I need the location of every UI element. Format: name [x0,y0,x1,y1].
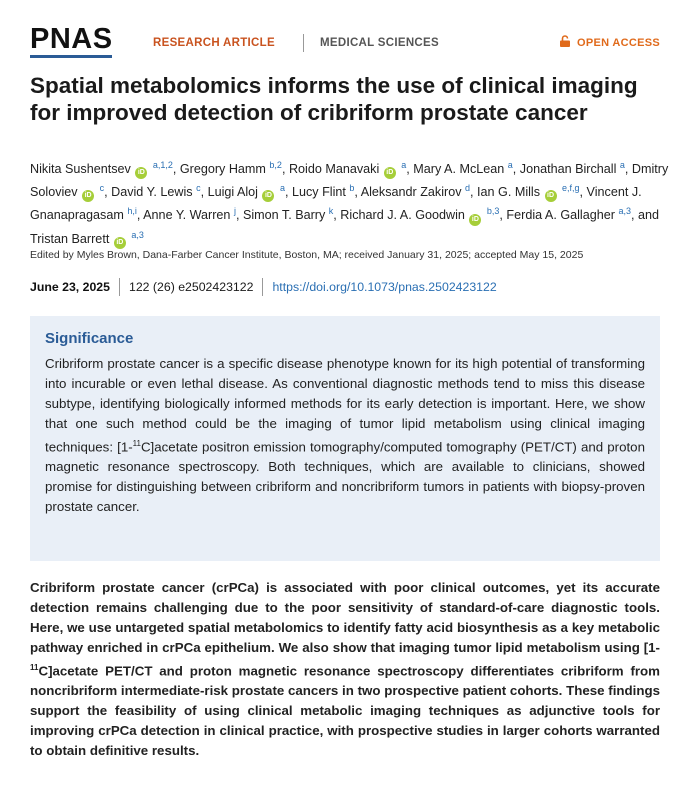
author-affiliation[interactable]: b [349,183,355,194]
orcid-icon[interactable]: iD [384,167,396,179]
author-separator: , [470,185,478,200]
author-separator: , [136,208,144,223]
author-affiliation[interactable]: h,i [127,206,137,217]
author-name[interactable]: Vincent J. Gnanapragasam [30,185,642,223]
author-name[interactable]: Dmitry Soloviev [30,162,669,200]
orcid-icon[interactable]: iD [114,237,126,249]
author-separator: , [354,185,361,200]
author-separator: , [235,208,243,223]
author-name[interactable]: Mary A. McLean [413,162,505,177]
author-separator: , [499,208,507,223]
orcid-icon[interactable]: iD [545,190,557,202]
pub-divider [262,278,263,296]
author-affiliation[interactable]: d [465,183,471,194]
author-affiliation[interactable]: c [196,183,201,194]
section-label[interactable]: MEDICAL SCIENCES [320,37,439,49]
unlock-icon [559,35,571,50]
pub-divider [119,278,120,296]
significance-box [30,316,660,561]
author-name[interactable]: David Y. Lewis [111,185,193,200]
citation: 122 (26) e2502423122 [128,280,254,294]
author-affiliation[interactable]: b,2 [269,160,282,170]
article-title: Spatial metabolomics informs the use of clinical imaging for improved detection of cribriform prostate cancer [30,73,638,125]
author-affiliation[interactable]: e,f,g [562,183,580,194]
author-name[interactable]: Luigi Aloj [207,185,258,200]
author-name[interactable]: Tristan Barrett [30,231,110,246]
publication-info [30,276,497,298]
author-separator: , [281,162,289,177]
header-divider [303,34,304,52]
author-name[interactable]: Lucy Flint [292,185,346,200]
edited-by-line: Edited by Myles Brown, Dana-Farber Cancer Institute, Boston, MA; received January 31, 2025; accepted May 15, 2025 [30,249,584,261]
orcid-icon[interactable]: iD [82,190,94,202]
author-separator: , [406,162,414,177]
logo-underline [30,55,112,58]
author-separator: , and [630,208,659,223]
author-name[interactable]: Richard J. A. Goodwin [340,208,465,223]
author-separator: , [624,162,632,177]
author-affiliation[interactable]: c [99,183,105,194]
author-separator: , [512,162,520,177]
author-separator: , [172,162,180,177]
article-header [30,24,663,58]
article-type-label[interactable]: RESEARCH ARTICLE [153,37,275,49]
author-list [30,156,670,249]
open-access-badge [559,35,660,50]
author-name[interactable]: Ferdia A. Gallagher [506,208,615,223]
author-name[interactable]: Aleksandr Zakirov [360,185,462,200]
author-separator: , [579,185,587,200]
author-affiliation[interactable]: a [507,160,513,170]
doi-link[interactable]: https://doi.org/10.1073/pnas.2502423122 [272,280,497,294]
author-affiliation[interactable]: a [279,183,285,194]
orcid-icon[interactable]: iD [262,190,274,202]
author-separator: , [200,185,208,200]
author-name[interactable]: Jonathan Birchall [519,162,617,177]
author-affiliation[interactable]: a [401,160,407,170]
author-name[interactable]: Ian G. Mills [477,185,541,200]
author-affiliation[interactable]: a,3 [618,206,631,217]
author-affiliation[interactable]: k [328,206,334,217]
orcid-icon[interactable]: iD [469,214,481,226]
author-name[interactable]: Roido Manavaki [288,162,380,177]
abstract-text: Cribriform prostate cancer (crPCa) is associated with poor clinical outcomes, yet its accurate detection remains challenging due to the poor sensitivity of standard-of-care diagnostic tools. Here, we use untargeted spatial metabolomics to identify fatty acid biosynthesis as a key metabolic pathway enriched in crPCa epithelium. We also show that imaging tumor lipid metabolism using [1-$^{11}$C]acetate PET/CT and proton magnetic resonance spectroscopy differentiates cribriform from noncribriform intermediate-risk prostate cancers in two prospective patient cohorts. These findings support the feasibility of using clinical metabolic imaging techniques as adjunctive tools for improving crPCa detection in clinical practice, with prospective studies in larger cohorts warranted to obtain definitive results. [30,580,660,759]
author-separator: , [333,208,341,223]
author-affiliation[interactable]: a,1,2 [152,160,173,170]
journal-logo[interactable]: PNAS [30,23,113,55]
author-name[interactable]: Nikita Sushentsev [30,162,131,177]
author-affiliation[interactable]: a,3 [131,229,144,240]
author-separator: , [104,185,112,200]
publication-date: June 23, 2025 [30,280,110,294]
author-name[interactable]: Gregory Hamm [179,162,266,177]
author-separator: , [285,185,292,200]
significance-title: Significance [45,330,134,347]
significance-text: Cribriform prostate cancer is a specific disease phenotype known for its high potential of transforming into incurable or even lethal disease. As conventional diagnostic methods tend to miss this disease subtype, identifying biologically informed methods for its early detection is important. Here, we show that one such method could be the imaging of tumor lipid metabolism using clinical imaging techniques: [1-$^{11}$C]acetate positron emission tomography/computed tomography (PET/CT) and proton magnetic resonance spectroscopy. Both techniques, which are available to clinicians, showed promise for distinguishing between cribriform and noncribriform tumors in patients with biopsy-proven prostate cancer. [45,356,645,515]
orcid-icon[interactable]: iD [135,167,147,179]
author-name[interactable]: Simon T. Barry [242,208,326,223]
author-affiliation[interactable]: a [619,160,625,170]
author-name[interactable]: Anne Y. Warren [143,208,231,223]
author-affiliation[interactable]: j [233,206,236,217]
author-affiliation[interactable]: b,3 [486,206,500,217]
open-access-label: OPEN ACCESS [577,36,660,49]
